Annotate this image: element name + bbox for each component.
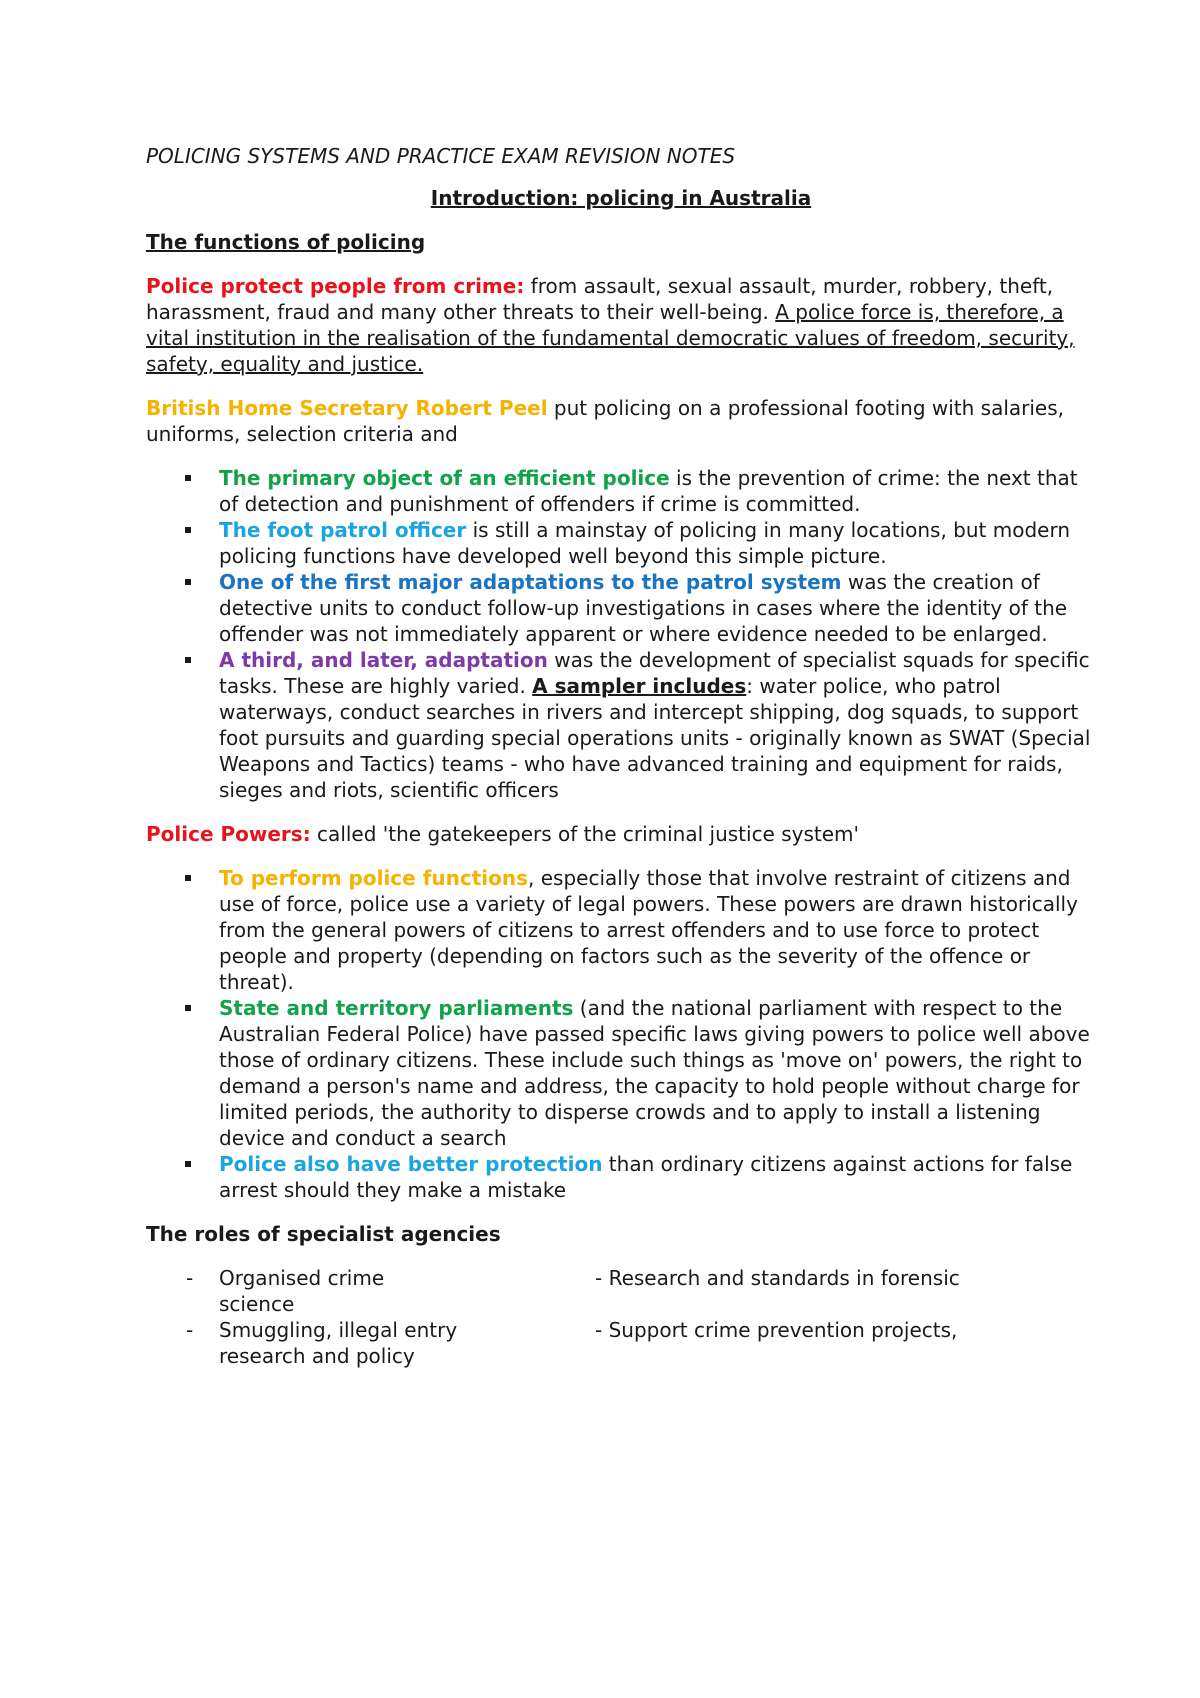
document-page <box>146 143 1096 1369</box>
list-item <box>146 517 1096 569</box>
intro-heading: Introduction: policing in Australia <box>430 186 812 210</box>
lead-peel: British Home Secretary Robert Peel <box>146 396 548 420</box>
bullet-body: than ordinary citizens against actions for false arrest should they make a mistake <box>219 1152 1073 1202</box>
bullet-lead: One of the first major adaptations to the patrol system <box>219 570 842 594</box>
list-item <box>146 1317 1096 1369</box>
list-item <box>146 865 1096 995</box>
bullet-body: , especially those that involve restraint of citizens and use of force, police use a variety of legal powers. These powers are drawn historically from the general powers of citizens to arrest offenders and to use force to protect people and property (depending on factors such as the severity of the offence or threat). <box>219 866 1078 994</box>
bullet-lead: A third, and later, adaptation <box>219 648 548 672</box>
powers-list <box>146 865 1096 1203</box>
body-protect: from assault, sexual assault, murder, robbery, theft, harassment, fraud and many other threats to their well-being. <box>146 274 1054 324</box>
list-item <box>146 465 1096 517</box>
lead-protect: Police protect people from crime: <box>146 274 525 298</box>
bullet-lead: Police also have better protection <box>219 1152 603 1176</box>
list-item <box>146 569 1096 647</box>
sampler-label: A sampler includes <box>532 674 747 698</box>
bullet-body: was the development of specialist squads for specific tasks. These are highly varied. <box>219 648 1090 698</box>
list-item <box>146 995 1096 1151</box>
bullet-body: is still a mainstay of policing in many locations, but modern policing functions have developed well beyond this simple picture. <box>219 518 1071 568</box>
dash-marker: - <box>186 1266 194 1290</box>
dash-marker: - <box>186 1318 194 1342</box>
list-item <box>146 1151 1096 1203</box>
paragraph-protect <box>146 273 1096 377</box>
bullet-body: was the creation of detective units to conduct follow-up investigations in cases where the identity of the offender was not immediately apparent or where evidence needed to be enlarged. <box>219 570 1068 646</box>
bullet-lead: The foot patrol officer <box>219 518 467 542</box>
document-title: POLICING SYSTEMS AND PRACTICE EXAM REVISION NOTES <box>146 144 736 168</box>
agency-continuation: science <box>219 1292 295 1316</box>
paragraph-peel <box>146 395 1096 447</box>
body-powers: called 'the gatekeepers of the criminal justice system' <box>310 822 860 846</box>
lead-powers: Police Powers: <box>146 822 311 846</box>
bullet-body: (and the national parliament with respect to the Australian Federal Police) have passed specific laws giving powers to police well above those of ordinary citizens. These include such things as 'move on' powers, the right to demand a person's name and address, the capacity to hold people without charge for limited periods, the authority to disperse crowds and to apply to install a listening device and conduct a search <box>219 996 1090 1150</box>
agency-left: Organised crime <box>219 1266 385 1290</box>
body-peel: put policing on a professional footing with salaries, uniforms, selection criteria and <box>146 396 1065 446</box>
agency-left: Smuggling, illegal entry <box>219 1318 458 1342</box>
bullet-lead: The primary object of an efficient police <box>219 466 670 490</box>
agency-right: - Research and standards in forensic <box>595 1266 960 1290</box>
bullet-body: is the prevention of crime: the next that of detection and punishment of offenders if crime is committed. <box>219 466 1078 516</box>
agencies-heading: The roles of specialist agencies <box>146 1222 501 1246</box>
agencies-list <box>146 1265 1096 1369</box>
paragraph-powers <box>146 821 1096 847</box>
bullet-tail: : water police, who patrol waterways, conduct searches in rivers and intercept shipping, dog squads, to support foot pursuits and guarding special operations units - originally known as SWAT (Special Weapons and Tactics) teams - who have advanced training and equipment for raids, sieges and riots, scientific officers <box>219 674 1091 802</box>
functions-list <box>146 465 1096 803</box>
list-item <box>146 1265 1096 1317</box>
functions-heading: The functions of policing <box>146 230 426 254</box>
bullet-lead: To perform police functions <box>219 866 529 890</box>
bullet-lead: State and territory parliaments <box>219 996 574 1020</box>
underlined-protect: A police force is, therefore, a vital institution in the realisation of the fundamental democratic values of freedom, security, safety, equality and justice. <box>146 300 1075 376</box>
list-item <box>146 647 1096 803</box>
agency-right: - Support crime prevention projects, <box>595 1318 958 1342</box>
agency-continuation: research and policy <box>219 1344 415 1368</box>
